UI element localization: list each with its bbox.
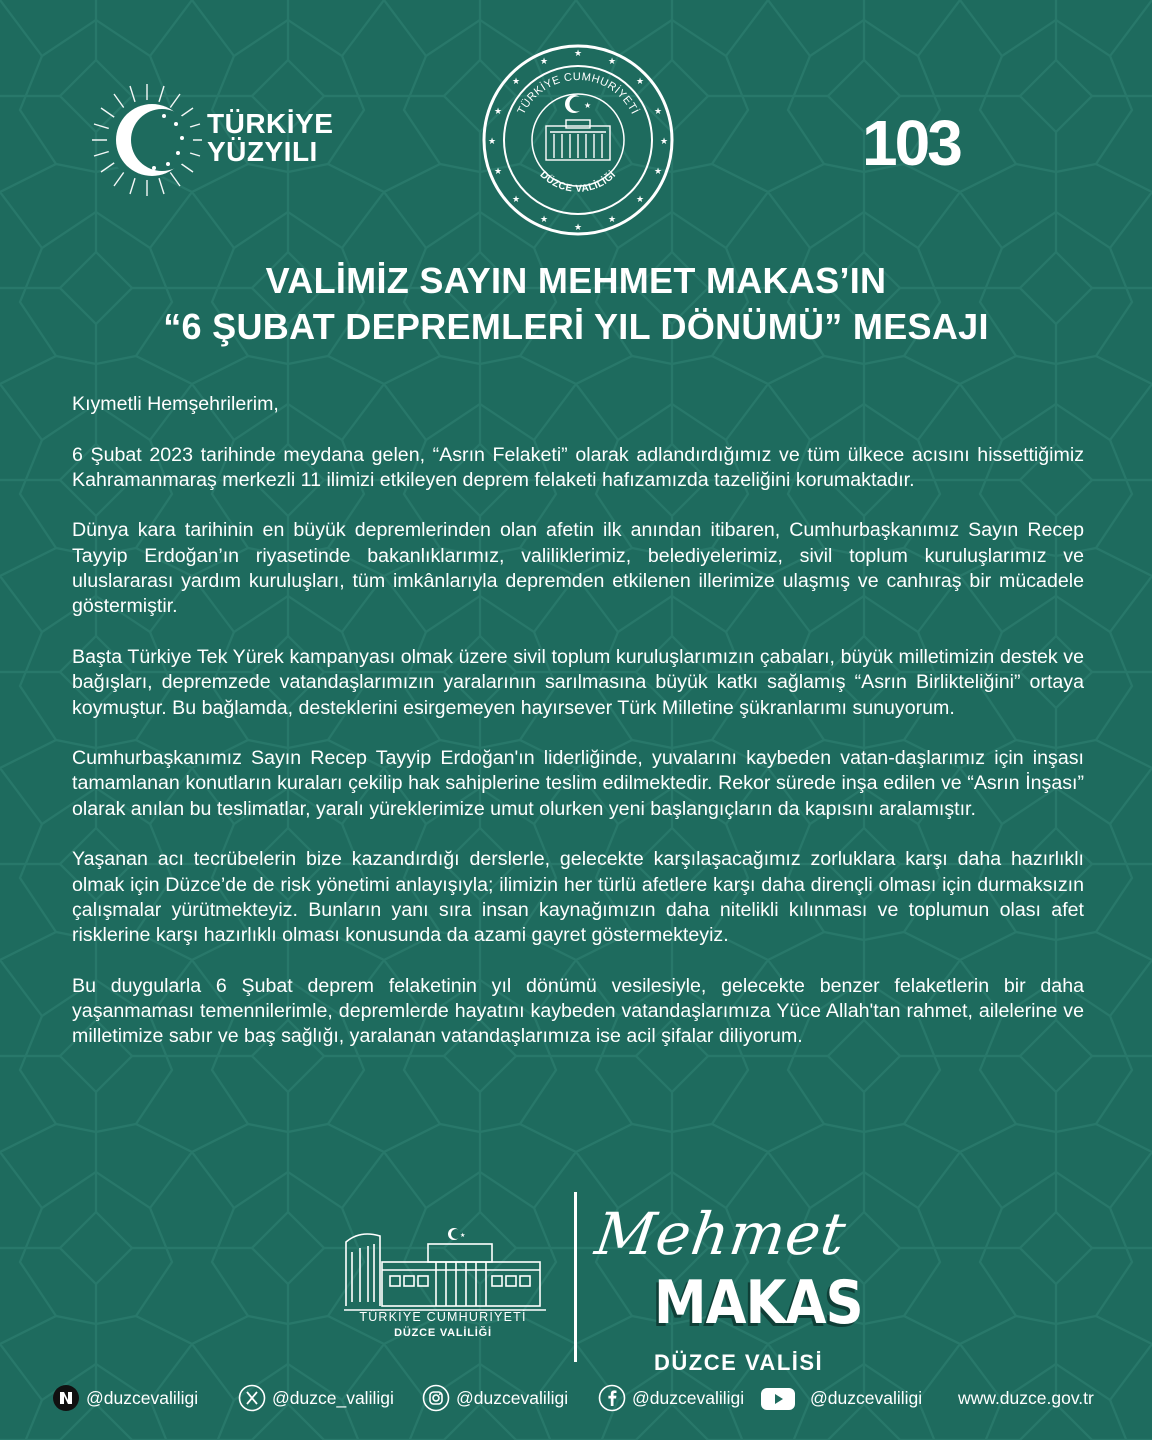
- svg-text:★: ★: [539, 215, 549, 225]
- page-title: [60, 258, 1092, 350]
- svg-text:★: ★: [493, 107, 503, 117]
- svg-text:★: ★: [573, 223, 583, 233]
- social-youtube[interactable]: [760, 1382, 922, 1414]
- social-handle: @duzcevaliligi: [810, 1387, 923, 1408]
- social-nsosyal[interactable]: [52, 1382, 198, 1414]
- paragraph-1: 6 Şubat 2023 tarihinde meydana gelen, “Asrın Felaketi” olarak adlandırdığımız ve tüm ülkece acısını hissettiğimiz Kahramanmaraş merkezli 11 ilimizi etkileyen deprem felaketi hafızamızda tazeliğini korumaktadır.: [72, 443, 1084, 491]
- svg-text:★: ★: [653, 107, 663, 117]
- governorship-building-logo: [340, 1222, 550, 1342]
- svg-text:★: ★: [607, 57, 617, 67]
- paragraph-5: Yaşanan acı tecrübelerin bize kazandırdığı derslerle, gelecekte karşılaşacağımız zorluklara karşı daha hazırlıklı olmak için Düzce’de de risk yönetimi anlayışıyla; ilimizin her türlü afetlere karşı daha dirençli olması için durmaksızın çalışmalar yürütmekteyiz. Bunların yanı sıra insan kaynağımızın daha nitelikli kılınması ve toplumun olası afet risklerine karşı hazırlıklı olması konusunda da azami gayret göstermekteyiz.: [72, 848, 1084, 947]
- crescent-star-icon: [565, 95, 591, 113]
- social-links-bar: [52, 1382, 1112, 1414]
- svg-text:★: ★: [635, 77, 645, 87]
- paragraph-4: Cumhurbaşkanımız Sayın Recep Tayyip Erdoğan'ın liderliğinde, yuvalarını kaybeden vatan-daşlarımız için inşası tamamlanan konutların kuraları çekilip hak sahiplerine teslim edilmektedir. Rekor sürede inşa edilen ve “Asrın İnşası” olarak anılan bu teslimatlar, yaralı yüreklerimize umut olurken yeni başlangıçların da kapısını aralamıştır.: [72, 747, 1084, 820]
- svg-text:★: ★: [511, 77, 521, 87]
- duzce-valiligi-seal: [480, 42, 676, 238]
- social-handle: @duzcevaliligi: [86, 1387, 199, 1408]
- svg-text:★: ★: [573, 49, 583, 59]
- paragraph-2: Dünya kara tarihinin en büyük depremlerinden olan afetin ilk anından itibaren, Cumhurbaşkanımız Sayın Recep Tayyip Erdoğan’ın riyasetinde bakanlıklarımız, valiliklerimiz, belediyelerimiz, sivil toplum kuruluşlarımız ve uluslararası yardım kuruluşları, tüm imkânlarıyla depremden etkilenen illerimize ulaşmış ve canhıraş bir mücadele göstermiştir.: [72, 519, 1084, 618]
- svg-text:★: ★: [493, 167, 503, 177]
- svg-text:DÜZCE VALİLİĞİ: [538, 168, 619, 195]
- 103-anniversary-logo: 103: [862, 107, 960, 179]
- message-body: [72, 392, 1084, 1075]
- instagram-icon: [422, 1384, 450, 1412]
- svg-text:★: ★: [653, 167, 663, 177]
- footer-divider: [574, 1192, 577, 1362]
- facebook-icon: [598, 1384, 626, 1412]
- svg-text:★: ★: [460, 1232, 466, 1239]
- website-link[interactable]: [958, 1382, 1094, 1414]
- svg-text:★: ★: [511, 195, 521, 205]
- social-handle: @duzce_valiligi: [272, 1387, 394, 1408]
- footer-crescent-star-icon: [448, 1228, 465, 1240]
- svg-text:★: ★: [487, 137, 497, 147]
- social-handle: @duzcevaliligi: [632, 1387, 745, 1408]
- sunburst-crescent-icon: [92, 80, 202, 200]
- svg-text:★: ★: [635, 195, 645, 205]
- svg-text:★: ★: [539, 57, 549, 67]
- title-line-1: VALİMİZ SAYIN MEHMET MAKAS’IN: [265, 260, 887, 301]
- social-instagram[interactable]: [422, 1382, 568, 1414]
- turkiye-yuzyili-logo: [92, 80, 352, 200]
- seal-top-text: TÜRKİYE CUMHURİYETİ: [515, 70, 641, 117]
- social-x[interactable]: [238, 1382, 394, 1414]
- svg-text:★: ★: [659, 137, 669, 147]
- x-icon: [238, 1384, 266, 1412]
- signature-last-name: MAKAS: [654, 1268, 863, 1338]
- title-line-2: “6 ŞUBAT DEPREMLERİ YIL DÖNÜMÜ” MESAJI: [163, 306, 989, 347]
- youtube-icon: [760, 1384, 796, 1412]
- nsosyal-icon: [52, 1384, 80, 1412]
- paragraph-3: Başta Türkiye Tek Yürek kampanyası olmak üzere sivil toplum kuruluşlarımızın çabaları, büyük milletimizin destek ve bağışları, depremzede vatandaşlarımızın yaralarının sarılmasına büyük katkı sağlamış “Asrın Birlikteliğini” ortaya koymuştur. Bu bağlamda, desteklerini esirgemeyen hayırsever Türk Milletine şükranlarımı sunuyorum.: [72, 645, 1084, 719]
- gov-caption-line-1: TÜRKİYE CUMHURİYETİ: [359, 1310, 527, 1324]
- social-handle: @duzcevaliligi: [456, 1387, 569, 1408]
- paragraph-6: Bu duygularla 6 Şubat deprem felaketinin yıl dönümü vesilesiyle, gelecekte benzer felaketlerin bir daha yaşanmaması temennilerimle, depremlerde hayatını kaybeden vatandaşlarımıza Yüce Allah'tan rahmet, ailelerine ve milletimize sabır ve baş sağlığı, yaralanan vatandaşlarımıza ise acil şifalar diliyorum.: [72, 974, 1084, 1048]
- svg-text:★: ★: [584, 101, 592, 110]
- building-icon: [546, 120, 610, 160]
- logo-line-2: YÜZYILI: [207, 136, 318, 167]
- governor-role: DÜZCE VALİSİ: [654, 1350, 824, 1375]
- website-url: www.duzce.gov.tr: [958, 1387, 1094, 1408]
- greeting: Kıymetli Hemşehrilerim,: [72, 393, 279, 415]
- svg-text:★: ★: [607, 215, 617, 225]
- gov-caption-line-2: DÜZCE VALİLİĞİ: [394, 1327, 492, 1339]
- seal-bottom-text: DÜZCE VALİLİĞİ: [537, 169, 619, 195]
- social-facebook[interactable]: [598, 1382, 744, 1414]
- logo-line-1: TÜRKİYE: [207, 108, 334, 139]
- signature-first-name: Mehmet: [591, 1200, 851, 1268]
